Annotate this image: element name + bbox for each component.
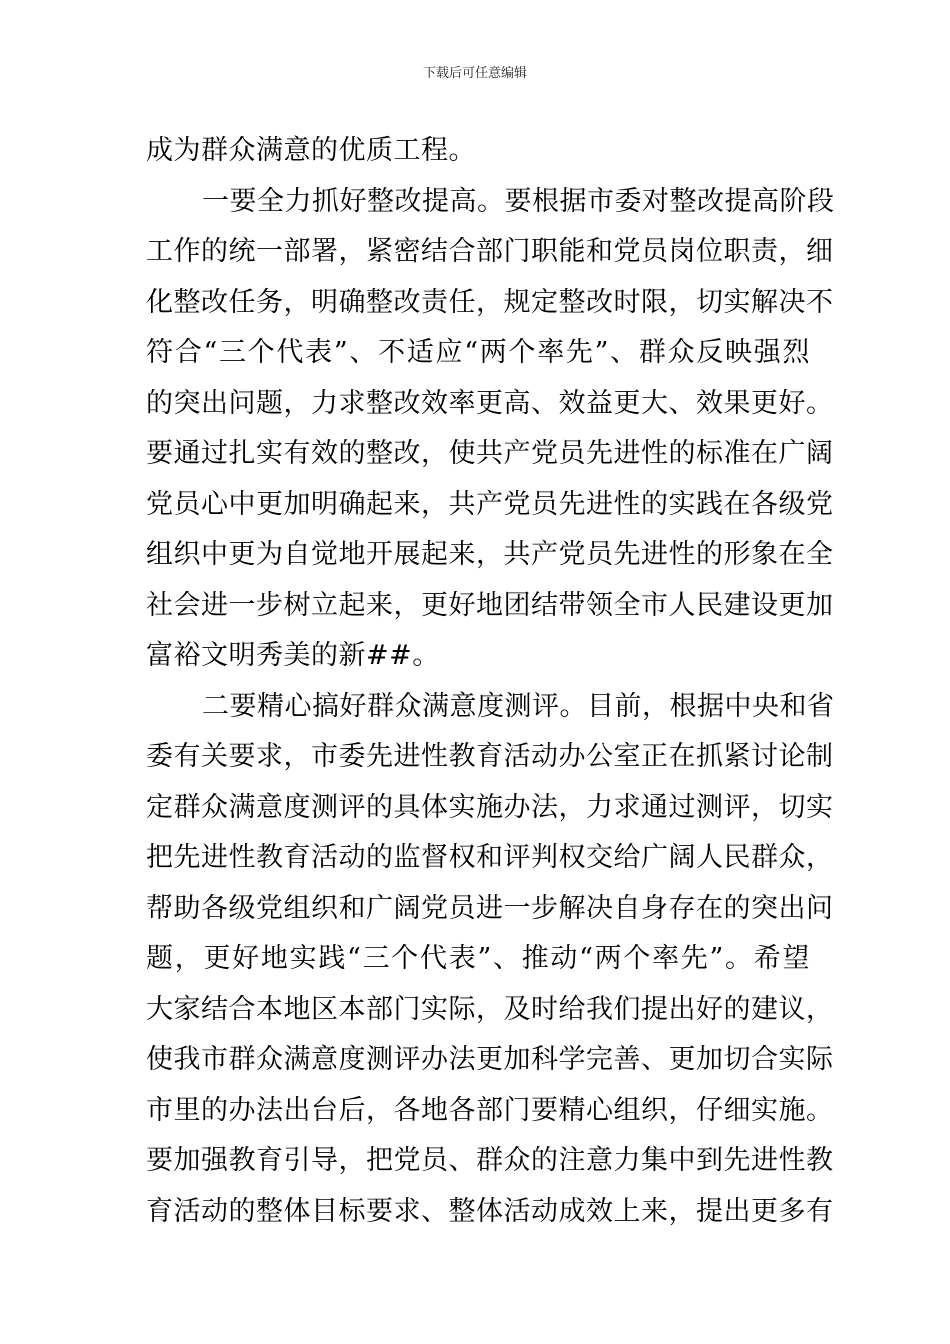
- text-line: 定群众满意度测评的具体实施办法，力求通过测评，切实: [146, 791, 834, 823]
- paragraph-first-line: 一要全力抓好整改提高。要根据市委对整改提高阶段: [202, 185, 835, 217]
- text-line: 党员心中更加明确起来，共产党员先进性的实践在各级党: [146, 488, 834, 520]
- text-line: 社会进一步树立起来，更好地团结带领全市人民建设更加: [146, 589, 834, 621]
- text-line: 把先进性教育活动的监督权和评判权交给广阔人民群众，: [146, 842, 834, 873]
- text-line: 题，更好地实践“三个代表”、推动“两个率先”。希望: [146, 943, 810, 974]
- text-line: 大家结合本地区本部门实际，及时给我们提出好的建议，: [146, 993, 834, 1025]
- page-header: 下载后可任意编辑: [422, 66, 527, 81]
- paragraph-first-line: 二要精心搞好群众满意度测评。目前，根据中央和省: [202, 690, 835, 722]
- text-line: 育活动的整体目标要求、整体活动成效上来，提出更多有: [146, 1195, 834, 1227]
- text-line: 化整改任务，明确整改责任，规定整改时限，切实解决不: [146, 286, 834, 318]
- text-line: 的突出问题，力求整改效率更高、效益更大、效果更好。: [146, 387, 834, 419]
- text-line: 组织中更为自觉地开展起来，共产党员先进性的形象在全: [146, 539, 834, 570]
- text-line: 富裕文明秀美的新##。: [146, 640, 440, 671]
- text-line: 成为群众满意的优质工程。: [146, 135, 476, 166]
- document-body: [146, 126, 835, 1237]
- text-line: 符合“三个代表”、不适应“两个率先”、群众反映强烈: [146, 337, 810, 368]
- text-line: 工作的统一部署，紧密结合部门职能和党员岗位职责，细: [146, 236, 834, 267]
- text-line: 要通过扎实有效的整改，使共产党员先进性的标准在广阔: [146, 438, 834, 469]
- text-line: 使我市群众满意度测评办法更加科学完善、更加切合实际: [146, 1044, 834, 1075]
- text-line: 帮助各级党组织和广阔党员进一步解决自身存在的突出问: [146, 892, 834, 924]
- text-line: 委有关要求，市委先进性教育活动办公室正在抓紧讨论制: [146, 741, 834, 772]
- text-line: 市里的办法出台后，各地各部门要精心组织，仔细实施。: [146, 1094, 834, 1126]
- text-line: 要加强教育引导，把党员、群众的注意力集中到先进性教: [146, 1145, 834, 1176]
